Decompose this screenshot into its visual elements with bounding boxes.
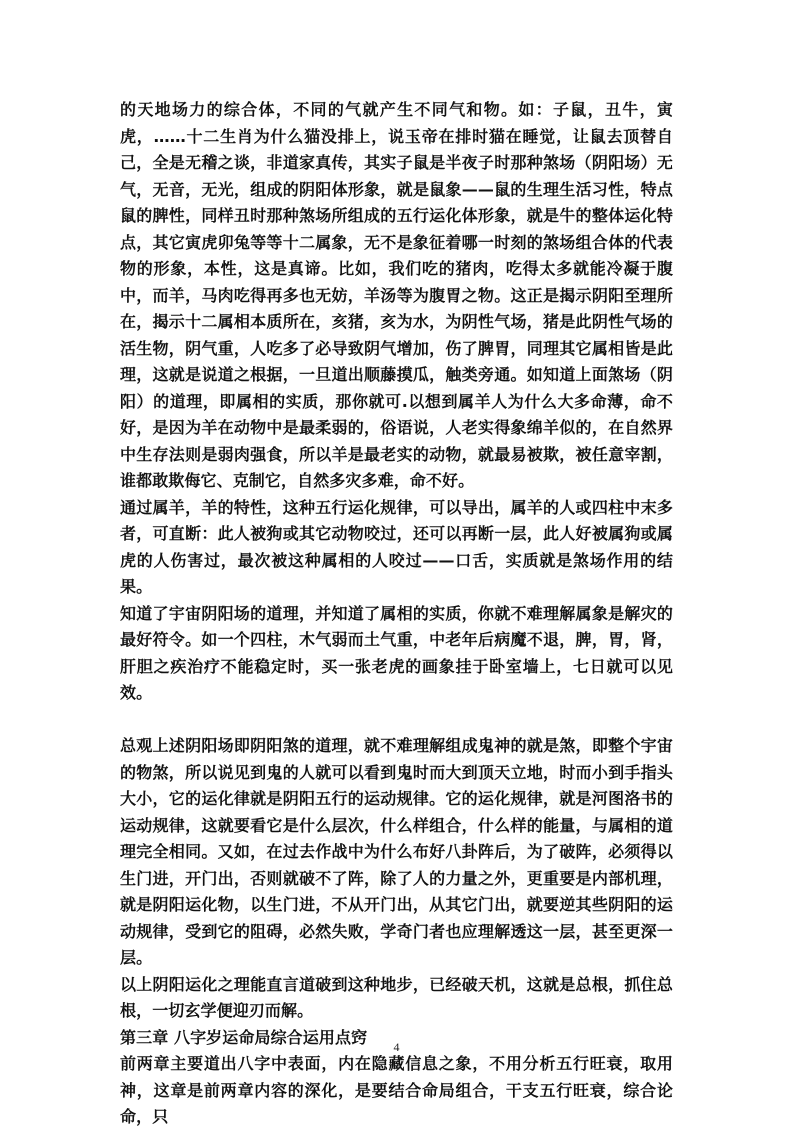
page-number: 4 xyxy=(393,1040,400,1054)
paragraph-sheep-traits: 通过属羊，羊的特性，这种五行运化规律，可以导出，属羊的人或四柱中末多者，可直断：此人被狗或其它动物咬过，还可以再断一层，此人好被属狗或属虎的人伤害过，最次被这种属相的人咬过——口舌，实质就是煞场作用的结果。 xyxy=(120,497,673,596)
document-body xyxy=(120,97,673,1131)
paragraph-yinyang-field: 总观上述阴阳场即阴阳煞的道理，就不难理解组成鬼神的就是煞，即整个宇宙的物煞，所以说见到鬼的人就可以看到鬼时而大到顶天立地，时而小到手指头大小，它的运化律就是阴阳五行的运动规律。它的运化规律，就是河图洛书的运动规律，这就要看它是什么层次，什么样组合，什么样的能量，与属相的道理完全相同。又如，在过去作战中为什么布好八卦阵后，为了破阵，必须得以生门进，开门出，否则就破不了阵，除了人的力量之外，更重要是内部机理，就是阴阳运化物，以生门进，不从开门出，从其它门出，就要逆其些阴阳的运动规律，受到它的阻碍，必然失败，学奇门者也应理解透这一层，甚至更深一层。 xyxy=(120,736,673,967)
paragraph-zodiac-nature: 的天地场力的综合体，不同的气就产生不同气和物。如：子鼠，丑牛，寅虎，……十二生肖为什么猫没排上，说玉帝在排时猫在睡觉，让鼠去顶替自己，全是无稽之谈，非道家真传，其实子鼠是半夜子时那种煞场（阴阳场）无气，无音，无光，组成的阴阳体形象，就是鼠象——鼠的生理生活习性，特点鼠的脾性，同样丑时那种煞场所组成的五行运化体形象，就是牛的整体运化特点，其它寅虎卯兔等等十二属象，无不是象征着哪一时刻的煞场组合体的代表物的形象，本性，这是真谛。比如，我们吃的猪肉，吃得太多就能冷凝于腹中，而羊，马肉吃得再多也无妨，羊汤等为腹胃之物。这正是揭示阴阳至理所在，揭示十二属相本质所在，亥猪，亥为水，为阴性气场，猪是此阴性气场的活生物，阴气重，人吃多了必导致阴气增加，伤了脾胃，同理其它属相皆是此理，这就是说道之根据，一旦道出顺藤摸瓜，触类旁通。如知道上面煞场（阴阳）的道理，即属相的实质，那你就可.以想到属羊人为什么大多命薄，命不好，是因为羊在动物中是最柔弱的，俗语说，人老实得象绵羊似的，在自然界中生存法则是弱肉强食，所以羊是最老实的动物，就最易被欺，被任意宰割，谁都敢欺侮它、克制它，自然多灾多难，命不好。 xyxy=(120,100,673,490)
paragraph-chapter-intro: 前两章主要道出八字中表面，内在隐藏信息之象，不用分析五行旺衰，取用神，这章是前两章内容的深化，是要结合命局组合，干支五行旺衰，综合论命，只 xyxy=(120,1054,673,1126)
paragraph-spacer xyxy=(120,707,673,734)
chapter-heading: 第三章 八字岁运命局综合运用点窍 xyxy=(120,1027,368,1047)
paragraph-root-principle: 以上阴阳运化之理能直言道破到这种地步，已经破天机，这就是总根，抓住总根，一切玄学便迎刃而解。 xyxy=(120,974,673,1020)
paragraph-zodiac-talisman: 知道了宇宙阴阳场的道理，并知道了属相的实质，你就不难理解属象是解灾的最好符令。如一个四柱，木气弱而土气重，中老年后病魔不退，脾，胃，肾，肝胆之疾治疗不能稳定时，买一张老虎的画象挂于卧室墙上，七日就可以见效。 xyxy=(120,603,673,702)
